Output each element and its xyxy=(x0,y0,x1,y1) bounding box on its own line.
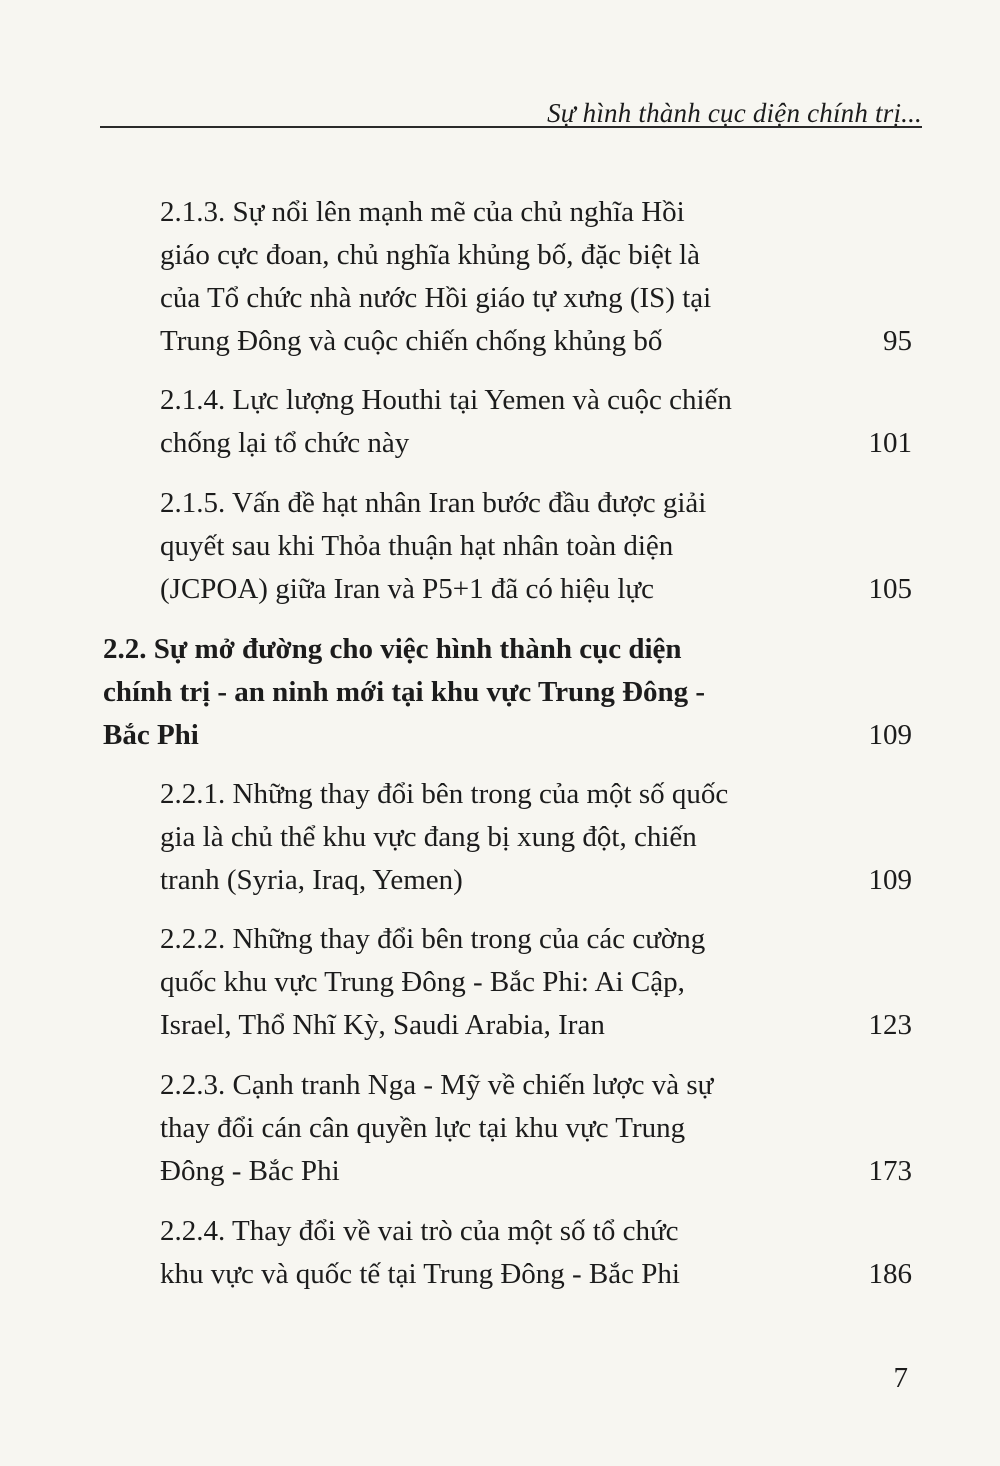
toc-page-number: 101 xyxy=(868,427,912,459)
toc-section-2-2 xyxy=(103,628,793,757)
toc-entry-2-2-4 xyxy=(160,1210,790,1296)
toc-entry-2-1-3 xyxy=(160,191,790,363)
toc-entry-2-2-1 xyxy=(160,773,790,902)
toc-entry-line: 2.1.3. Sự nổi lên mạnh mẽ của chủ nghĩa Hồi xyxy=(160,196,685,228)
running-header: Sự hình thành cục diện chính trị... xyxy=(547,98,922,128)
toc-entry-line: 2.2.2. Những thay đổi bên trong của các cường xyxy=(160,923,706,955)
toc-entry-line: chống lại tổ chức này xyxy=(160,427,410,459)
toc-entry-line: 2.2. Sự mở đường cho việc hình thành cục diện xyxy=(103,633,682,665)
toc-entry-line: tranh (Syria, Iraq, Yemen) xyxy=(160,864,463,896)
toc-entry-2-1-5 xyxy=(160,482,790,611)
toc-entry-2-1-4 xyxy=(160,379,790,465)
toc-entry-line: chính trị - an ninh mới tại khu vực Trung Đông - xyxy=(103,676,706,708)
toc-page-number: 109 xyxy=(868,719,912,751)
toc-entry-line: Trung Đông và cuộc chiến chống khủng bố xyxy=(160,325,663,357)
toc-entry-line: quyết sau khi Thỏa thuận hạt nhân toàn diện xyxy=(160,530,674,562)
toc-entry-line: (JCPOA) giữa Iran và P5+1 đã có hiệu lực xyxy=(160,573,654,605)
toc-page-number: 173 xyxy=(868,1155,912,1187)
toc-entry-line: của Tổ chức nhà nước Hồi giáo tự xưng (IS) tại xyxy=(160,282,712,314)
toc-entry-line: gia là chủ thể khu vực đang bị xung đột, chiến xyxy=(160,821,697,853)
toc-entry-2-2-2 xyxy=(160,918,790,1047)
toc-entry-line: 2.2.3. Cạnh tranh Nga - Mỹ về chiến lược và sự xyxy=(160,1069,714,1101)
toc-page-number: 109 xyxy=(868,864,912,896)
toc-entry-line: giáo cực đoan, chủ nghĩa khủng bố, đặc biệt là xyxy=(160,239,700,271)
toc-page-number: 95 xyxy=(883,325,912,357)
page-folio: 7 xyxy=(893,1362,908,1394)
toc-entry-line: 2.2.4. Thay đổi về vai trò của một số tổ chức xyxy=(160,1215,679,1247)
toc-entry-line: 2.2.1. Những thay đổi bên trong của một số quốc xyxy=(160,778,729,810)
toc-entry-line: Bắc Phi xyxy=(103,719,199,751)
toc-page-number: 105 xyxy=(868,573,912,605)
toc-page-number: 186 xyxy=(868,1258,912,1290)
toc-entry-line: thay đổi cán cân quyền lực tại khu vực Trung xyxy=(160,1112,686,1144)
toc-entry-line: Israel, Thổ Nhĩ Kỳ, Saudi Arabia, Iran xyxy=(160,1009,605,1041)
toc-entry-line: quốc khu vực Trung Đông - Bắc Phi: Ai Cập, xyxy=(160,966,685,998)
toc-entry-line: 2.1.4. Lực lượng Houthi tại Yemen và cuộc chiến xyxy=(160,384,732,416)
toc-entry-line: khu vực và quốc tế tại Trung Đông - Bắc Phi xyxy=(160,1258,680,1290)
toc-page-number: 123 xyxy=(868,1009,912,1041)
toc-entry-line: Đông - Bắc Phi xyxy=(160,1155,340,1187)
toc-entry-2-2-3 xyxy=(160,1064,790,1193)
toc-entry-line: 2.1.5. Vấn đề hạt nhân Iran bước đầu được giải xyxy=(160,487,707,519)
